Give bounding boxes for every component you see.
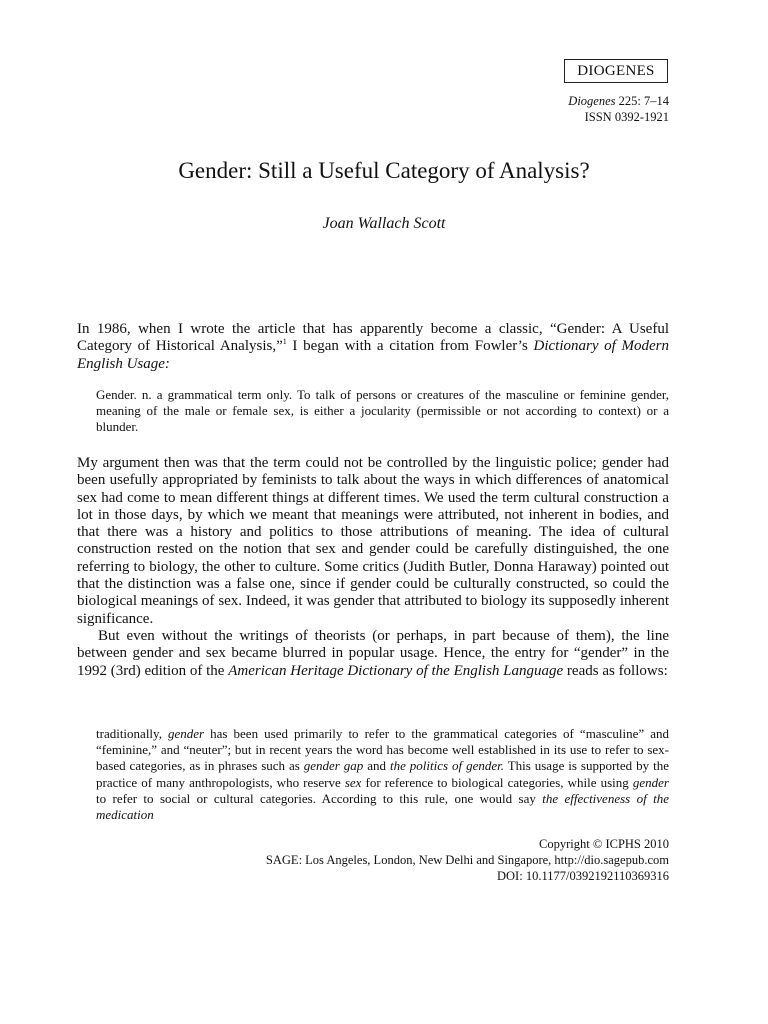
quote-italic-term: the politics of gender.	[389, 758, 504, 774]
quote-segment: This usage is supported by the practice of many anthropologists, who reserve	[96, 758, 669, 790]
journal-name-box: DIOGENES	[564, 59, 668, 83]
quote-heritage	[96, 726, 669, 823]
citation-line	[469, 93, 669, 109]
quote-italic-term: gender gap	[303, 758, 364, 774]
intro-dictionary-title: Dictionary of Modern English Usage:	[77, 338, 669, 372]
issn: ISSN 0392-1921	[584, 110, 669, 124]
quote-italic-term: sex	[344, 774, 362, 790]
citation-journal: Diogenes	[568, 94, 616, 108]
footnote-ref: 1	[282, 337, 287, 347]
blurred-paragraph	[77, 628, 669, 680]
quote-italic-term: gender	[168, 726, 205, 741]
quote-segment: has been used primarily to refer to the grammatical categories of “masculine” and “feminine,” and “neuter”; but in recent years the word has become well established in its use to refer to sex-based categories, as in phrases such as	[96, 726, 669, 774]
citation-block	[469, 93, 669, 125]
publisher-line: SAGE: Los Angeles, London, New Delhi and Singapore, http://dio.sagepub.com	[265, 853, 669, 867]
quote-segment: traditionally,	[96, 726, 168, 741]
argument-paragraph: My argument then was that the term could not be controlled by the linguistic police; gender had been usefully appropriated by feminists to talk about the ways in which differences of anatomical sex had come to mean different things at different times. We used the term cultural construction a lot in those days, by which we meant that meanings were attributed, not inherent in bodies, and that there was a history and politics to those attributions of meaning. The idea of cultural construction rested on the notion that sex and gender could be carefully distinguished, the one referring to biology, the other to culture. Some critics (Judith Butler, Donna Haraway) pointed out that the distinction was a false one, since if gender could be culturally constructed, so could the biological meanings of sex. Indeed, it was gender that attributed to biology its supposedly inherent significance.	[77, 455, 669, 627]
citation-volume-pages: 225: 7–14	[615, 94, 669, 108]
copyright-block	[109, 836, 669, 884]
copyright-notice: Copyright © ICPHS 2010	[539, 837, 669, 851]
article-title: Gender: Still a Useful Category of Analysis?	[178, 158, 590, 183]
heritage-dictionary-title: American Heritage Dictionary of the English Language	[228, 662, 564, 679]
intro-text-before: In 1986, when I wrote the article that has apparently become a classic, “Gender: A Useful Category of Historical Analysis,”	[77, 321, 669, 355]
article-author: Joan Wallach Scott	[322, 215, 446, 232]
quote-fowler: Gender. n. a grammatical term only. To talk of persons or creatures of the masculine or feminine gender, meaning of the male or female sex, is either a jocularity (permissible or not according to context) or a blunder.	[96, 387, 669, 435]
intro-paragraph	[77, 321, 669, 373]
blurred-text-before: But even without the writings of theorists (or perhaps, in part because of them), the line between gender and sex became blurred in popular usage. Hence, the entry for “gender” in the 1992 (3rd) edition of the	[77, 627, 669, 679]
quote-italic-term: gender	[632, 774, 669, 790]
doi: DOI: 10.1177/0392192110369316	[497, 869, 669, 883]
main-text	[77, 455, 669, 680]
quote-segment: and	[363, 758, 390, 774]
blurred-text-after: reads as follows:	[563, 662, 668, 679]
quote-segment: for reference to biological categories, while using	[361, 774, 633, 790]
quote-segment: to refer to social or cultural categories. According to this rule, one would say	[96, 790, 543, 806]
intro-text-after: I began with a citation from Fowler’s	[286, 338, 534, 355]
quote-italic-term: the effectiveness of the medication	[96, 790, 670, 823]
